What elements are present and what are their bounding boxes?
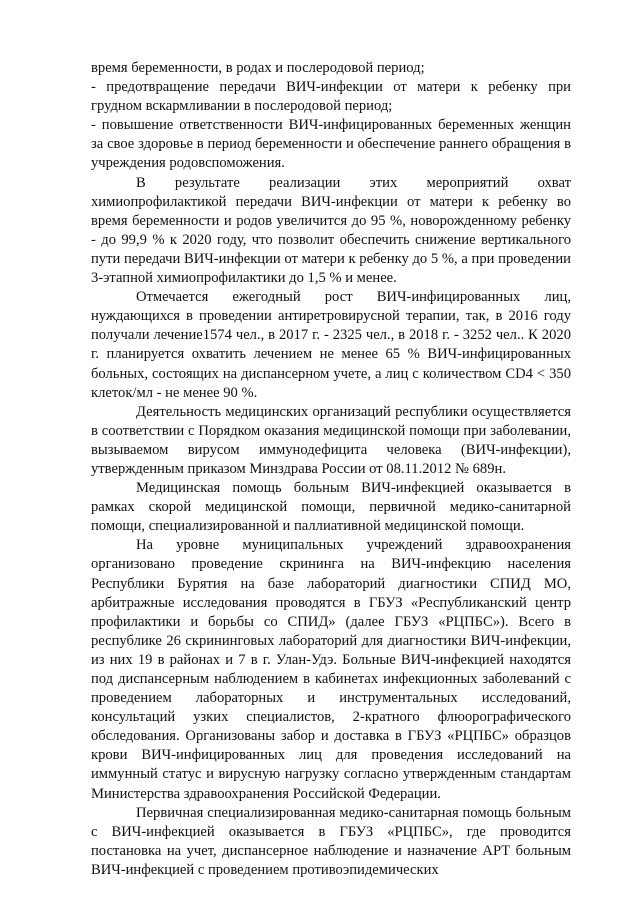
paragraph-primary-care: Первичная специализированная медико-санитарная помощь больным с ВИЧ-инфекцией оказывается в ГБУЗ «РЦПБС», где проводится постановка на учет, диспансерное наблюдение и назначение АРТ больным ВИЧ-инфекцией с проведением противоэпидемических (91, 804, 571, 878)
paragraph-chemoprophylaxis-results: В результате реализации этих мероприятий охват химиопрофилактикой передачи ВИЧ-инфекции от матери к ребенку во время беременности и родов увеличится до 95 %, новорожденному ребенку - до 99,9 % к 2020 году, что позволит обеспечить снижение вертикального пути передачи ВИЧ-инфекции от матери к ребенку до 5 %, а при проведении 3-этапной химиопрофилактики до 1,5 % и менее. (91, 174, 571, 287)
paragraph-art-growth: Отмечается ежегодный рост ВИЧ-инфицированных лиц, нуждающихся в проведении антиретровирусной терапии, так, в 2016 году получали лечение1574 чел., в 2017 г. - 2325 чел., в 2018 г. - 3252 чел.. К 2020 г. планируется охватить лечением не менее 65 % ВИЧ-инфицированных больных, состоящих на диспансерном учете, а лиц с количеством CD4 < 350 клеток/мл - не менее 90 %. (91, 289, 571, 401)
document-body (91, 59, 571, 880)
paragraph-medical-organizations: Деятельность медицинских организаций республики осуществляется в соответствии с Порядком оказания медицинской помощи при заболевании, вызываемом вирусом иммунодефицита человека (ВИЧ-инфекции), утвержденным приказом Минздрава России от 08.11.2012 № 689н. (91, 403, 571, 477)
paragraph-breastfeeding-prevention: - предотвращение передачи ВИЧ-инфекции от матери к ребенку при грудном вскармливании в послеродовой период; (91, 79, 571, 115)
paragraph-medical-care: Медицинская помощь больным ВИЧ-инфекцией оказывается в рамках скорой медицинской помощи, первичной медико-санитарной помощи, специализированной и паллиативной медицинской помощи. (91, 480, 571, 535)
paragraph-pregnancy-period: время беременности, в родах и послеродовой период; (91, 60, 425, 76)
paragraph-responsibility: - повышение ответственности ВИЧ-инфицированных беременных женщин за свое здоровье в период беременности и обеспечение раннего обращения в учреждения родовспоможения. (91, 117, 571, 172)
paragraph-screening: На уровне муниципальных учреждений здравоохранения организовано проведение скрининга на ВИЧ-инфекцию населения Республики Бурятия на базе лабораторий диагностики СПИД МО, арбитражные исследования проводятся в ГБУЗ «Республиканский центр профилактики и борьбы со СПИД» (далее ГБУЗ «РЦПБС»). Всего в республике 26 скрининговых лабораторий для диагностики ВИЧ-инфекции, из них 19 в районах и 7 в г. Улан-Удэ. Больные ВИЧ-инфекцией находятся под диспансерным наблюдением в кабинетах инфекционных заболеваний с проведением лабораторных и инструментальных исследований, консультаций узких специалистов, 2-кратного флюорографического обследования. Организованы забор и доставка в ГБУЗ «РЦПБС» образцов крови ВИЧ-инфицированных лиц для проведения исследований на иммунный статус и вирусную нагрузку согласно утвержденным стандартам Министерства здравоохранения Российской Федерации. (91, 537, 571, 802)
